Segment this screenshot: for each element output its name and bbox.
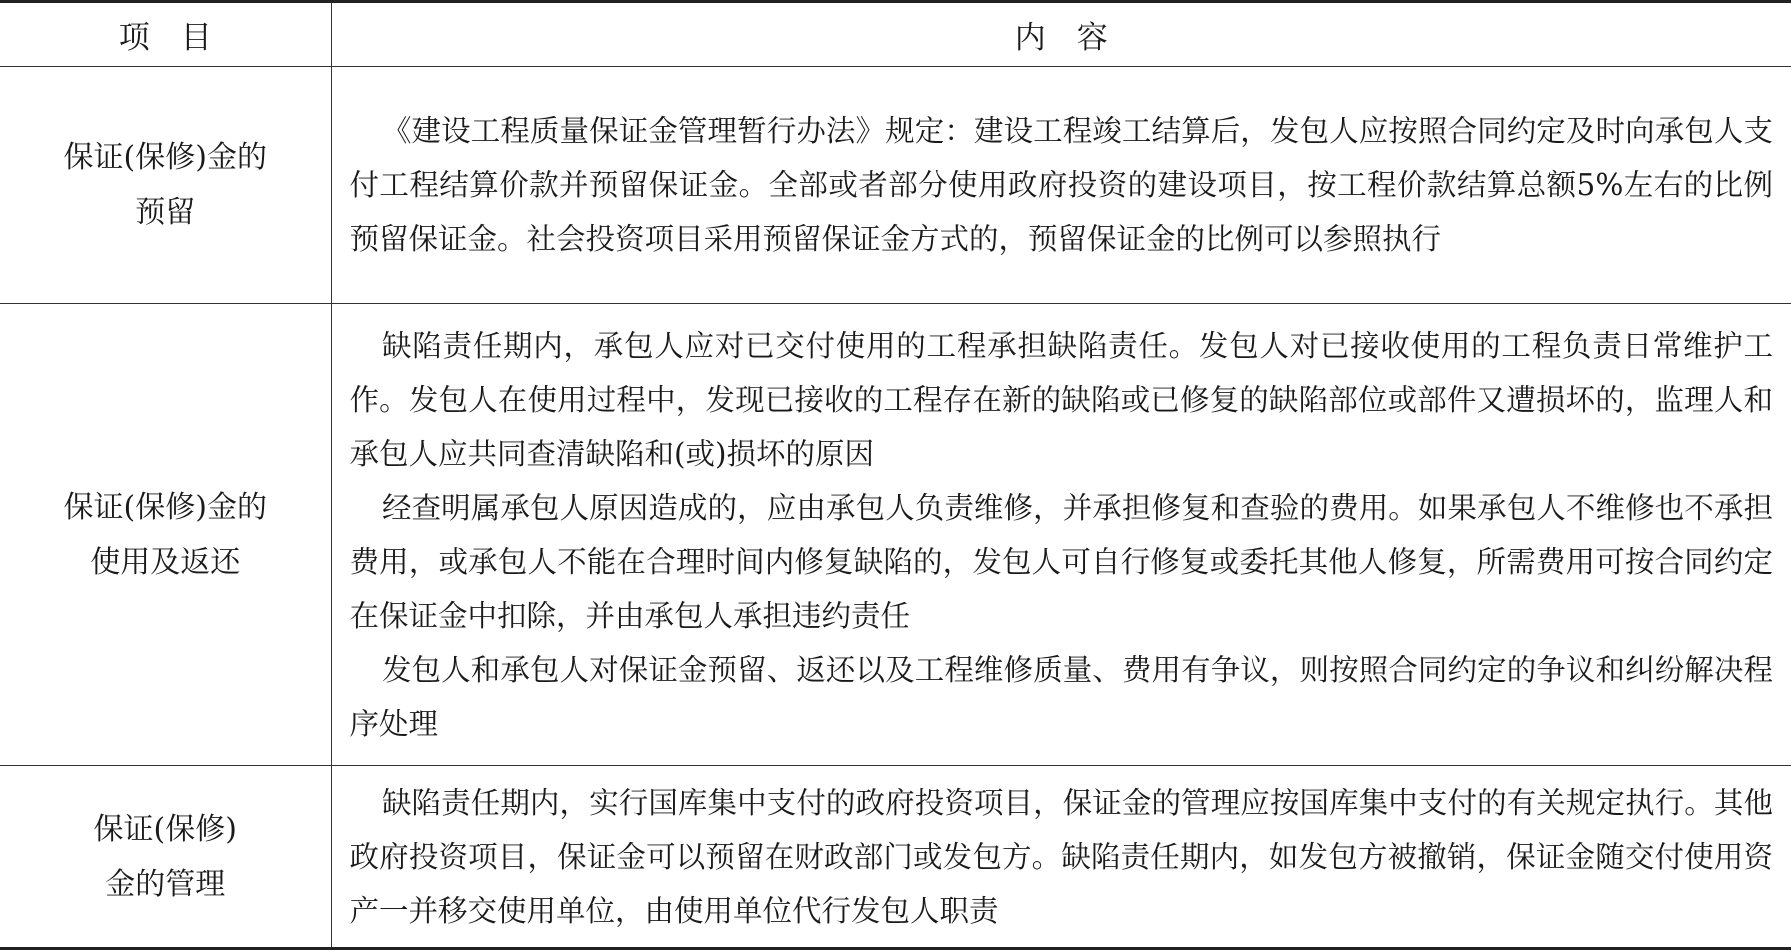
header-content: 内 容 <box>331 2 1791 67</box>
row-item-cell <box>0 67 331 304</box>
content-paragraph: 经查明属承包人原因造成的，应由承包人负责维修，并承担修复和查验的费用。如果承包人不维修也不承担费用，或承包人不能在合理时间内修复缺陷的，发包人可自行修复或委托其他人修复，所需费用可按合同约定在保证金中扣除，并由承包人承担违约责任 <box>349 490 1773 633</box>
row-item-line: 使用及返还 <box>90 544 241 580</box>
row-content-cell <box>331 766 1791 949</box>
row-item-line: 金的管理 <box>105 866 226 902</box>
row-item-line: 保证(保修)金的 <box>63 140 267 175</box>
row-item-line: 预留 <box>135 195 196 230</box>
content-paragraph: 发包人和承包人对保证金预留、返还以及工程维修质量、费用有争议，则按照合同约定的争议和纠纷解决程序处理 <box>349 652 1773 741</box>
content-paragraph: 缺陷责任期内，承包人应对已交付使用的工程承担缺陷责任。发包人对已接收使用的工程负责日常维护工作。发包人在使用过程中，发现已接收的工程存在新的缺陷或已修复的缺陷部位或部件又遭损坏的，监理人和承包人应共同查清缺陷和(或)损坏的原因 <box>349 328 1773 471</box>
table-row <box>0 766 1791 949</box>
row-item-cell <box>0 304 331 766</box>
row-content-cell <box>331 67 1791 304</box>
header-item: 项 目 <box>0 2 331 67</box>
table-row <box>0 304 1791 766</box>
table-row <box>0 67 1791 304</box>
content-paragraph: 缺陷责任期内，实行国库集中支付的政府投资项目，保证金的管理应按国库集中支付的有关规定执行。其他政府投资项目，保证金可以预留在财政部门或发包方。缺陷责任期内，如发包方被撤销，保证金随交付使用资产一并移交使用单位，由使用单位代行发包人职责 <box>349 785 1773 928</box>
row-item-line: 保证(保修) <box>93 811 237 847</box>
content-paragraph: 《建设工程质量保证金管理暂行办法》规定：建设工程竣工结算后，发包人应按照合同约定及时向承包人支付工程结算价款并预留保证金。全部或者部分使用政府投资的建设项目，按工程价款结算总额5%左右的比例预留保证金。社会投资项目采用预留保证金方式的，预留保证金的比例可以参照执行 <box>349 114 1773 256</box>
table-header-row <box>0 2 1791 67</box>
row-content-cell <box>331 304 1791 766</box>
row-item-cell <box>0 766 331 949</box>
row-item-line: 保证(保修)金的 <box>63 489 267 525</box>
